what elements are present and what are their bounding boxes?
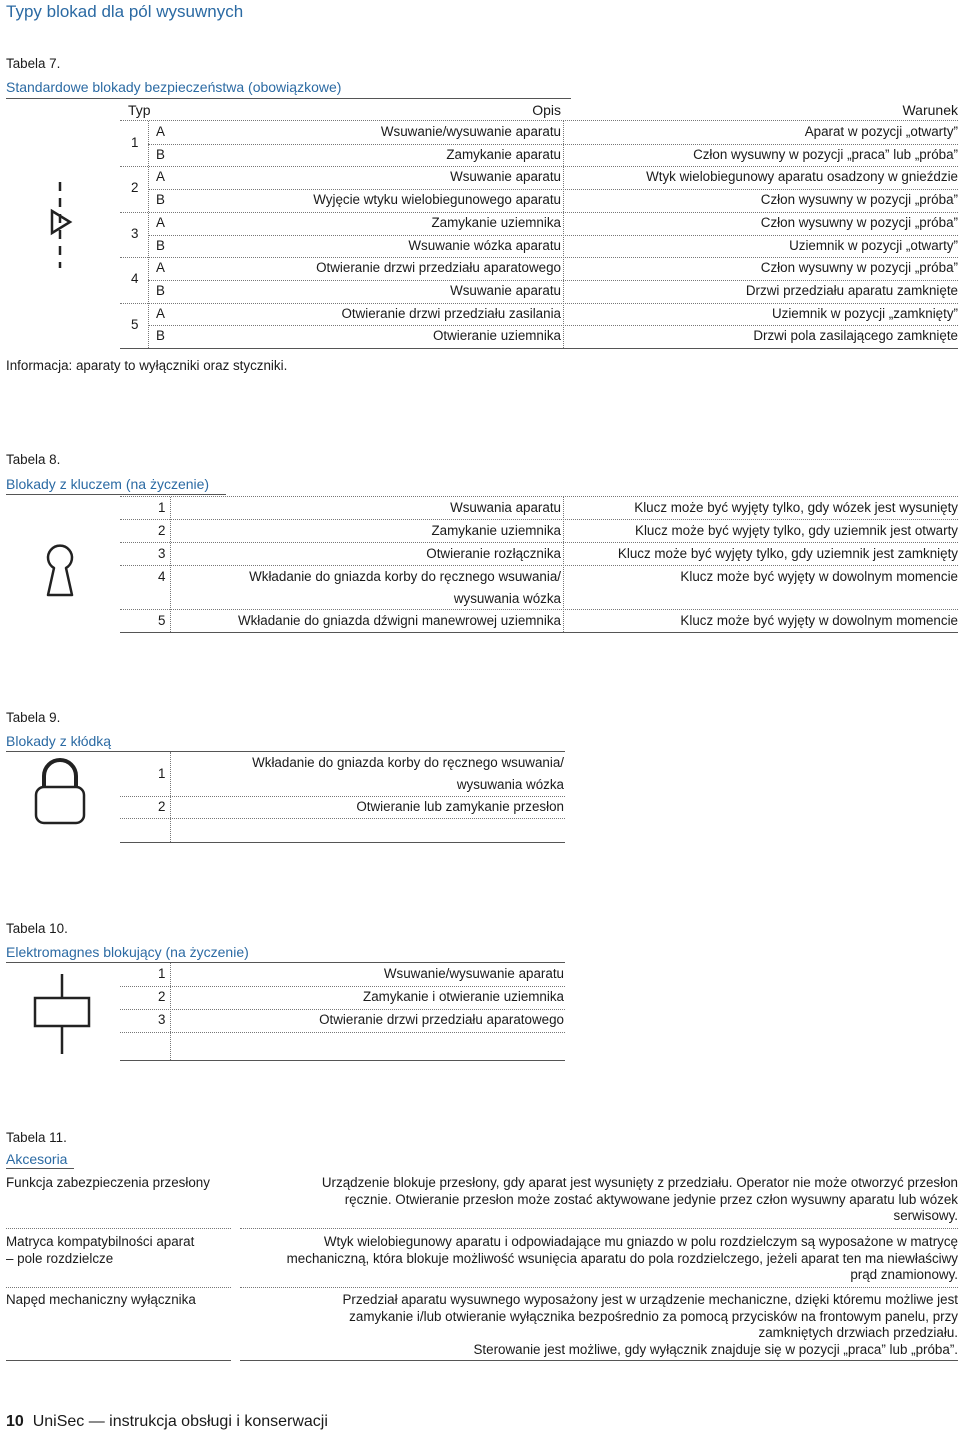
warunek-cell: Klucz może być wyjęty tylko, gdy uziemnik jest otwarty bbox=[635, 523, 958, 538]
rule-line bbox=[170, 963, 171, 1060]
key-lock-icon bbox=[40, 537, 80, 599]
footer-text: UniSec — instrukcja obsługi i konserwacji bbox=[32, 1413, 328, 1430]
opis-cell: Otwieranie lub zamykanie przesłon bbox=[356, 799, 564, 814]
type-sub: B bbox=[156, 146, 165, 162]
opis-cell: Wsuwania aparatu bbox=[450, 500, 561, 515]
rule-line bbox=[240, 1287, 958, 1288]
row-number: 3 bbox=[158, 1012, 166, 1027]
table-7-caption: Standardowe blokady bezpieczeństwa (obowiązkowe) bbox=[6, 79, 342, 95]
opis-cell: Zamykanie uziemnika bbox=[431, 214, 561, 230]
rule-line bbox=[120, 842, 565, 843]
table-7-note: Informacja: aparaty to wyłączniki oraz styczniki. bbox=[6, 358, 288, 373]
row-number: 5 bbox=[158, 613, 166, 628]
table-8-caption: Blokady z kluczem (na życzenie) bbox=[6, 476, 210, 492]
rule-line bbox=[6, 1287, 231, 1288]
page-number: 10 bbox=[6, 1413, 24, 1430]
rule-line bbox=[120, 519, 958, 520]
accessory-desc-line: Sterowanie jest możliwe, gdy wyłącznik znajduje się w pozycji „praca” lub „próba”. bbox=[473, 1341, 958, 1357]
row-number: 2 bbox=[158, 799, 166, 814]
opis-cell: Wkładanie do gniazda korby do ręcznego wsuwania/ bbox=[252, 755, 564, 770]
opis-cell: Otwieranie drzwi przedziału aparatowego bbox=[319, 1012, 564, 1027]
type-number: 5 bbox=[131, 316, 139, 332]
header-typ: Typ bbox=[128, 102, 151, 118]
rule-line bbox=[120, 303, 958, 304]
rule-line bbox=[6, 1360, 231, 1361]
rule-line bbox=[120, 257, 958, 258]
rule-line bbox=[148, 235, 958, 236]
warunek-cell: Człon wysuwny w pozycji „próba” bbox=[760, 260, 958, 276]
padlock-icon bbox=[30, 756, 90, 826]
opis-cell: Wyjęcie wtyku wielobiegunowego aparatu bbox=[313, 192, 561, 208]
accessory-desc-line: Wtyk wielobiegunowy aparatu i odpowiadające mu gniazdo w polu rozdzielczym są wyposażone w matrycę bbox=[323, 1234, 958, 1249]
rule-line bbox=[148, 325, 958, 326]
rule-line bbox=[120, 609, 958, 610]
accessory-name: Napęd mechaniczny wyłącznika bbox=[6, 1292, 196, 1307]
rule-line bbox=[170, 752, 171, 842]
rule-line bbox=[120, 796, 565, 797]
type-sub: A bbox=[156, 169, 165, 185]
rule-line bbox=[120, 166, 958, 167]
type-sub: B bbox=[156, 237, 165, 253]
accessory-desc-line: prąd znamionowy. bbox=[850, 1267, 958, 1283]
opis-cell: Wsuwanie/wysuwanie aparatu bbox=[383, 966, 564, 981]
row-number: 3 bbox=[158, 546, 166, 561]
type-number: 2 bbox=[131, 180, 139, 196]
warunek-cell: Drzwi pola zasilającego zamknięte bbox=[753, 328, 958, 344]
opis-cell-cont: wysuwania wózka bbox=[453, 591, 561, 606]
accessory-desc-line: Przedział aparatu wysuwnego wyposażony jest w urządzenie mechaniczne, dzięki któremu możliwe jest bbox=[342, 1292, 958, 1307]
rule-line bbox=[148, 189, 958, 190]
warunek-cell: Człon wysuwny w pozycji „praca” lub „próba” bbox=[693, 146, 958, 162]
type-number: 3 bbox=[131, 225, 139, 241]
accessory-desc-line: zamkniętych drzwiach przedziału. bbox=[758, 1325, 958, 1341]
page-title: Typy blokad dla pól wysuwnych bbox=[6, 2, 244, 21]
warunek-cell: Klucz może być wyjęty w dowolnym momencie bbox=[680, 613, 958, 628]
header-opis: Opis bbox=[532, 102, 561, 118]
rule-line bbox=[120, 348, 958, 349]
accessory-desc-line: mechaniczną, która blokuje możliwość wsunięcia aparatu do pola rozdzielczego, jeżeli aparat ten ma niewłaściwy bbox=[286, 1250, 958, 1266]
accessory-name: Matryca kompatybilności aparat bbox=[6, 1234, 195, 1249]
table-9-caption: Blokady z kłódką bbox=[6, 733, 112, 749]
rule-line bbox=[6, 1228, 231, 1229]
table-8-label: Tabela 8. bbox=[6, 452, 61, 467]
row-number: 1 bbox=[158, 966, 166, 981]
table-10-label: Tabela 10. bbox=[6, 921, 68, 936]
row-number: 4 bbox=[158, 569, 166, 584]
table-7-label: Tabela 7. bbox=[6, 56, 61, 71]
warunek-cell: Drzwi przedziału aparatu zamknięte bbox=[745, 282, 958, 298]
warunek-cell: Człon wysuwny w pozycji „próba” bbox=[760, 214, 958, 230]
rule-line bbox=[240, 1360, 958, 1361]
rule-line bbox=[170, 497, 171, 632]
accessory-name: Funkcja zabezpieczenia przesłony bbox=[6, 1175, 210, 1190]
accessory-desc-line: serwisowy. bbox=[893, 1208, 958, 1224]
type-number: 1 bbox=[131, 135, 139, 150]
rule-line bbox=[120, 565, 958, 566]
row-number: 1 bbox=[158, 500, 166, 515]
opis-cell: Zamykanie uziemnika bbox=[431, 523, 561, 538]
rule-line bbox=[120, 1060, 565, 1061]
row-number: 1 bbox=[158, 766, 166, 781]
type-sub: B bbox=[156, 282, 165, 298]
type-sub: A bbox=[156, 214, 165, 230]
row-number: 2 bbox=[158, 989, 166, 1004]
type-sub: A bbox=[156, 124, 165, 139]
table-10-caption: Elektromagnes blokujący (na życzenie) bbox=[6, 944, 249, 960]
rule-line bbox=[120, 818, 565, 819]
type-sub: B bbox=[156, 328, 165, 344]
opis-cell: Otwieranie rozłącznika bbox=[426, 546, 561, 561]
rule-line bbox=[563, 497, 564, 632]
accessory-name-cont: – pole rozdzielcze bbox=[6, 1250, 114, 1266]
rule-line bbox=[120, 632, 958, 633]
rule-line bbox=[148, 280, 958, 281]
page-footer bbox=[6, 1413, 328, 1431]
opis-cell: Wsuwanie aparatu bbox=[450, 282, 561, 298]
warunek-cell: Człon wysuwny w pozycji „próba” bbox=[760, 192, 958, 208]
warunek-cell: Uziemnik w pozycji „zamknięty” bbox=[771, 305, 958, 321]
rule-line bbox=[240, 1228, 958, 1229]
opis-cell: Otwieranie drzwi przedziału aparatowego bbox=[316, 260, 561, 276]
opis-cell: Wsuwanie/wysuwanie aparatu bbox=[380, 124, 561, 139]
opis-cell: Otwieranie uziemnika bbox=[432, 328, 561, 344]
opis-cell: Wkładanie do gniazda dźwigni manewrowej uziemnika bbox=[237, 613, 561, 628]
warunek-cell: Wtyk wielobiegunowy aparatu osadzony w gnieździe bbox=[646, 169, 958, 185]
interlock-symbol-icon bbox=[40, 180, 80, 270]
type-number: 4 bbox=[131, 271, 139, 287]
header-warunek: Warunek bbox=[902, 102, 958, 118]
opis-cell: Wkładanie do gniazda korby do ręcznego wsuwania/ bbox=[249, 569, 561, 584]
electromagnet-icon bbox=[30, 972, 100, 1056]
warunek-cell: Klucz może być wyjęty w dowolnym momencie bbox=[680, 569, 958, 584]
type-sub: A bbox=[156, 260, 165, 276]
warunek-cell: Aparat w pozycji „otwarty” bbox=[804, 124, 958, 139]
rule-line bbox=[120, 1032, 565, 1033]
opis-cell: Zamykanie i otwieranie uziemnika bbox=[363, 989, 564, 1004]
opis-cell: Otwieranie drzwi przedziału zasilania bbox=[341, 305, 561, 321]
opis-cell-cont: wysuwania wózka bbox=[456, 777, 564, 792]
opis-cell: Wsuwanie aparatu bbox=[450, 169, 561, 185]
rule-line bbox=[120, 1009, 565, 1010]
table-9-label: Tabela 9. bbox=[6, 710, 61, 725]
rule-line bbox=[120, 542, 958, 543]
table-11-label: Tabela 11. bbox=[6, 1130, 67, 1145]
accessory-desc-line: Urządzenie blokuje przesłony, gdy aparat jest wysunięty z przedziału. Operator nie może otworzyć przesłon bbox=[321, 1175, 958, 1190]
rule-line bbox=[120, 212, 958, 213]
accessory-desc-line: zamykanie i/lub otwieranie wyłącznika bezpośrednio za pomocą przycisków na frontowym panelu, przy bbox=[349, 1308, 958, 1324]
type-sub: A bbox=[156, 305, 165, 321]
rule-line bbox=[120, 496, 958, 497]
rule-line bbox=[120, 986, 565, 987]
opis-cell: Wsuwanie wózka aparatu bbox=[408, 237, 561, 253]
table-11-caption: Akcesoria bbox=[6, 1151, 68, 1167]
rule-line bbox=[148, 121, 149, 348]
accessory-desc-line: ręcznie. Otwieranie przesłon może zostać aktywowane jedynie przez człon wysuwny aparatu lub wózek bbox=[344, 1191, 958, 1207]
row-number: 2 bbox=[158, 523, 166, 538]
type-sub: B bbox=[156, 192, 165, 208]
rule-line bbox=[148, 144, 958, 145]
rule-line bbox=[120, 120, 958, 121]
warunek-cell: Klucz może być wyjęty tylko, gdy uziemnik jest zamknięty bbox=[617, 546, 958, 561]
warunek-cell: Uziemnik w pozycji „otwarty” bbox=[789, 237, 958, 253]
warunek-cell: Klucz może być wyjęty tylko, gdy wózek jest wysunięty bbox=[634, 500, 958, 515]
rule-line bbox=[563, 121, 564, 348]
opis-cell: Zamykanie aparatu bbox=[446, 146, 561, 162]
